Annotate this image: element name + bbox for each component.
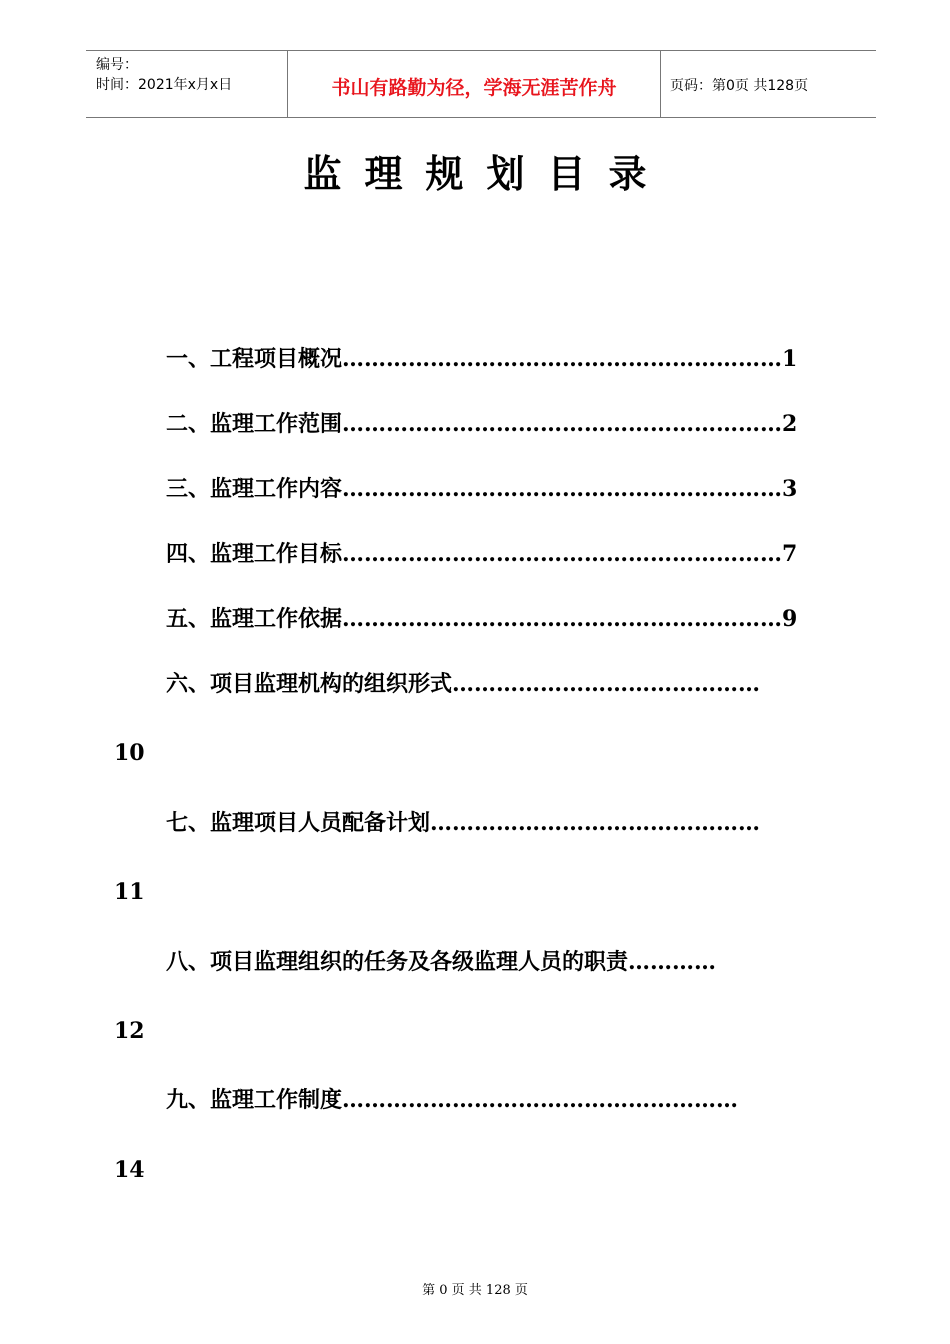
- time-label: 时间：2021年x月x日: [96, 77, 233, 93]
- toc-entry[interactable]: [166, 472, 797, 503]
- toc-label: 八、项目监理组织的任务及各级监理人员的职责: [166, 950, 629, 975]
- toc-label: 四、监理工作目标: [166, 542, 343, 567]
- toc-entry[interactable]: [166, 945, 716, 976]
- toc-page: 12: [114, 1018, 145, 1044]
- toc-label: 七、监理项目人员配备计划: [166, 811, 431, 836]
- toc-page: 11: [114, 879, 145, 905]
- toc-entry[interactable]: [166, 407, 797, 438]
- toc-page: 10: [114, 740, 145, 766]
- page-footer: 第 0 页 共 128 页: [422, 1283, 528, 1298]
- toc-page: 7: [782, 541, 798, 567]
- toc-entry[interactable]: [166, 602, 797, 633]
- toc-leader: ………………………………………: [430, 810, 761, 836]
- page-title: 监理规划目录: [303, 152, 670, 196]
- toc-leader: ……………………………………………………: [342, 476, 783, 502]
- page-info: 页码：第0页 共128页: [670, 78, 809, 94]
- toc-page: 14: [114, 1157, 145, 1183]
- number-label: 编号：: [96, 57, 138, 73]
- header-meta: [96, 55, 232, 95]
- toc-leader: ……………………………………………………: [342, 541, 783, 567]
- toc-page: 9: [782, 606, 798, 632]
- toc-leader: ……………………………………………………: [342, 411, 783, 437]
- toc-leader: …………: [628, 949, 717, 975]
- header-divider: [660, 51, 661, 117]
- toc-entry[interactable]: [166, 667, 760, 698]
- page-header: [86, 50, 876, 118]
- toc-label: 五、监理工作依据: [166, 607, 343, 632]
- motto: 书山有路勤为径，学海无涯苦作舟: [331, 77, 617, 99]
- toc-label: 三、监理工作内容: [166, 477, 343, 502]
- toc-entry[interactable]: [166, 537, 797, 568]
- toc-page: 1: [782, 346, 798, 372]
- toc-leader: ……………………………………………………: [342, 606, 783, 632]
- toc-label: 九、监理工作制度: [166, 1088, 343, 1113]
- toc-leader: ……………………………………: [452, 671, 761, 697]
- toc-page: 2: [782, 411, 798, 437]
- toc-label: 六、项目监理机构的组织形式: [166, 672, 453, 697]
- toc-leader: ………………………………………………: [342, 1087, 739, 1113]
- toc-page: 3: [782, 476, 798, 502]
- toc-entry[interactable]: [166, 342, 797, 373]
- toc-label: 一、工程项目概况: [166, 347, 343, 372]
- toc-leader: ……………………………………………………: [342, 346, 783, 372]
- toc-entry[interactable]: [166, 1083, 738, 1114]
- toc-label: 二、监理工作范围: [166, 412, 343, 437]
- toc-entry[interactable]: [166, 806, 760, 837]
